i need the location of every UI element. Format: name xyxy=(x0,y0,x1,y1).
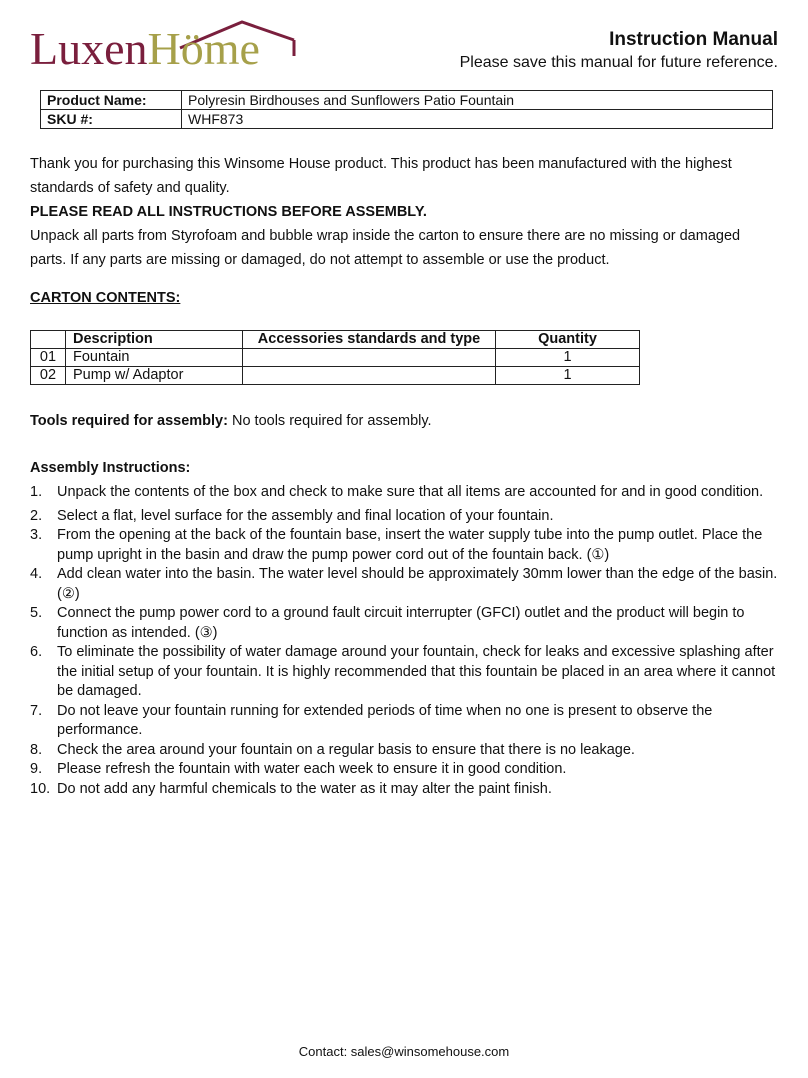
table-row xyxy=(31,367,640,385)
brand-logo xyxy=(30,16,305,74)
step-number: 6. xyxy=(30,644,43,660)
col-no-header xyxy=(31,331,66,349)
row-description: Fountain xyxy=(66,349,243,367)
list-item xyxy=(30,780,778,800)
list-item xyxy=(30,760,778,780)
product-name-row xyxy=(41,91,773,110)
brand-name-part1: Luxen xyxy=(30,23,148,74)
list-item xyxy=(30,741,778,761)
step-number: 9. xyxy=(30,761,43,777)
step-text: Connect the pump power cord to a ground fault circuit interrupter (GFCI) outlet and the product will begin to function as intended. (③) xyxy=(57,605,745,641)
step-text: From the opening at the back of the fountain base, insert the water supply tube into the pump outlet. Place the pump upright in the basin and draw the pump power cord out of the fountain back. (①) xyxy=(57,527,763,563)
col-accessories-header: Accessories standards and type xyxy=(243,331,496,349)
footer-contact: Contact: sales@winsomehouse.com xyxy=(298,1044,510,1059)
step-text: Add clean water into the basin. The water level should be approximately 30mm lower than the edge of the basin. (②) xyxy=(57,566,778,602)
carton-header-row xyxy=(31,331,640,349)
assembly-heading: Assembly Instructions: xyxy=(30,460,191,476)
carton-contents-table xyxy=(30,330,640,385)
tools-text: No tools required for assembly. xyxy=(227,413,432,429)
col-quantity-header: Quantity xyxy=(496,331,640,349)
row-quantity: 1 xyxy=(496,367,640,385)
step-text: Do not leave your fountain running for extended periods of time when no one is present to observe the performance. xyxy=(57,702,713,738)
list-item xyxy=(30,526,778,565)
step-text: Check the area around your fountain on a regular basis to ensure that there is no leakage. xyxy=(57,741,635,758)
manual-subtitle: Please save this manual for future reference. xyxy=(459,54,778,71)
step-text: To eliminate the possibility of water damage around your fountain, check for leaks and excessive splashing after the initial setup of your fountain. It is highly recommended that this fountain be placed in an area where it cannot be damaged. xyxy=(57,644,776,699)
step-text: Please refresh the fountain with water each week to ensure it in good condition. xyxy=(57,761,567,777)
brand-wordmark xyxy=(30,24,260,74)
brand-name-part2: Höme xyxy=(147,23,260,74)
step-number: 1. xyxy=(30,484,43,500)
list-item xyxy=(30,643,778,702)
step-text: Select a flat, level surface for the assembly and final location of your fountain. xyxy=(57,507,554,524)
assembly-steps-list xyxy=(30,481,778,799)
list-item xyxy=(30,604,778,643)
row-no: 01 xyxy=(31,349,66,367)
row-quantity: 1 xyxy=(496,349,640,367)
step-number: 7. xyxy=(30,702,43,719)
intro-thanks: Thank you for purchasing this Winsome House product. This product has been manufactured with the highest standards of safety and quality. xyxy=(30,156,732,196)
intro-unpack: Unpack all parts from Styrofoam and bubble wrap inside the carton to ensure there are no missing or damaged parts. If any parts are missing or damaged, do not attempt to assemble or use the product. xyxy=(30,228,741,268)
sku-label: SKU #: xyxy=(41,110,182,129)
tools-line xyxy=(30,410,778,434)
step-number: 2. xyxy=(30,507,43,524)
manual-title: Instruction Manual xyxy=(609,29,778,50)
sku-value: WHF873 xyxy=(182,110,773,129)
row-accessories xyxy=(243,367,496,385)
step-text: Do not add any harmful chemicals to the water as it may alter the paint finish. xyxy=(57,780,552,797)
step-number: 10. xyxy=(30,780,51,797)
product-name-label: Product Name: xyxy=(41,91,182,110)
step-number: 8. xyxy=(30,741,43,758)
row-accessories xyxy=(243,349,496,367)
table-row xyxy=(31,349,640,367)
list-item xyxy=(30,702,778,741)
list-item xyxy=(30,481,778,505)
intro-warning: PLEASE READ ALL INSTRUCTIONS BEFORE ASSEMBLY. xyxy=(30,204,427,220)
product-info-table xyxy=(40,90,773,129)
col-description-header: Description xyxy=(66,331,243,349)
row-description: Pump w/ Adaptor xyxy=(66,367,243,385)
step-number: 3. xyxy=(30,527,43,543)
step-text: Unpack the contents of the box and check to make sure that all items are accounted for and in good condition. xyxy=(57,484,764,500)
tools-label: Tools required for assembly: xyxy=(30,413,228,429)
list-item xyxy=(30,565,778,604)
step-number: 5. xyxy=(30,605,43,621)
list-item xyxy=(30,507,778,527)
carton-heading: CARTON CONTENTS: xyxy=(30,290,181,306)
row-no: 02 xyxy=(31,367,66,385)
sku-row xyxy=(41,110,773,129)
product-name-value: Polyresin Birdhouses and Sunflowers Patio Fountain xyxy=(182,91,773,110)
step-number: 4. xyxy=(30,566,43,582)
